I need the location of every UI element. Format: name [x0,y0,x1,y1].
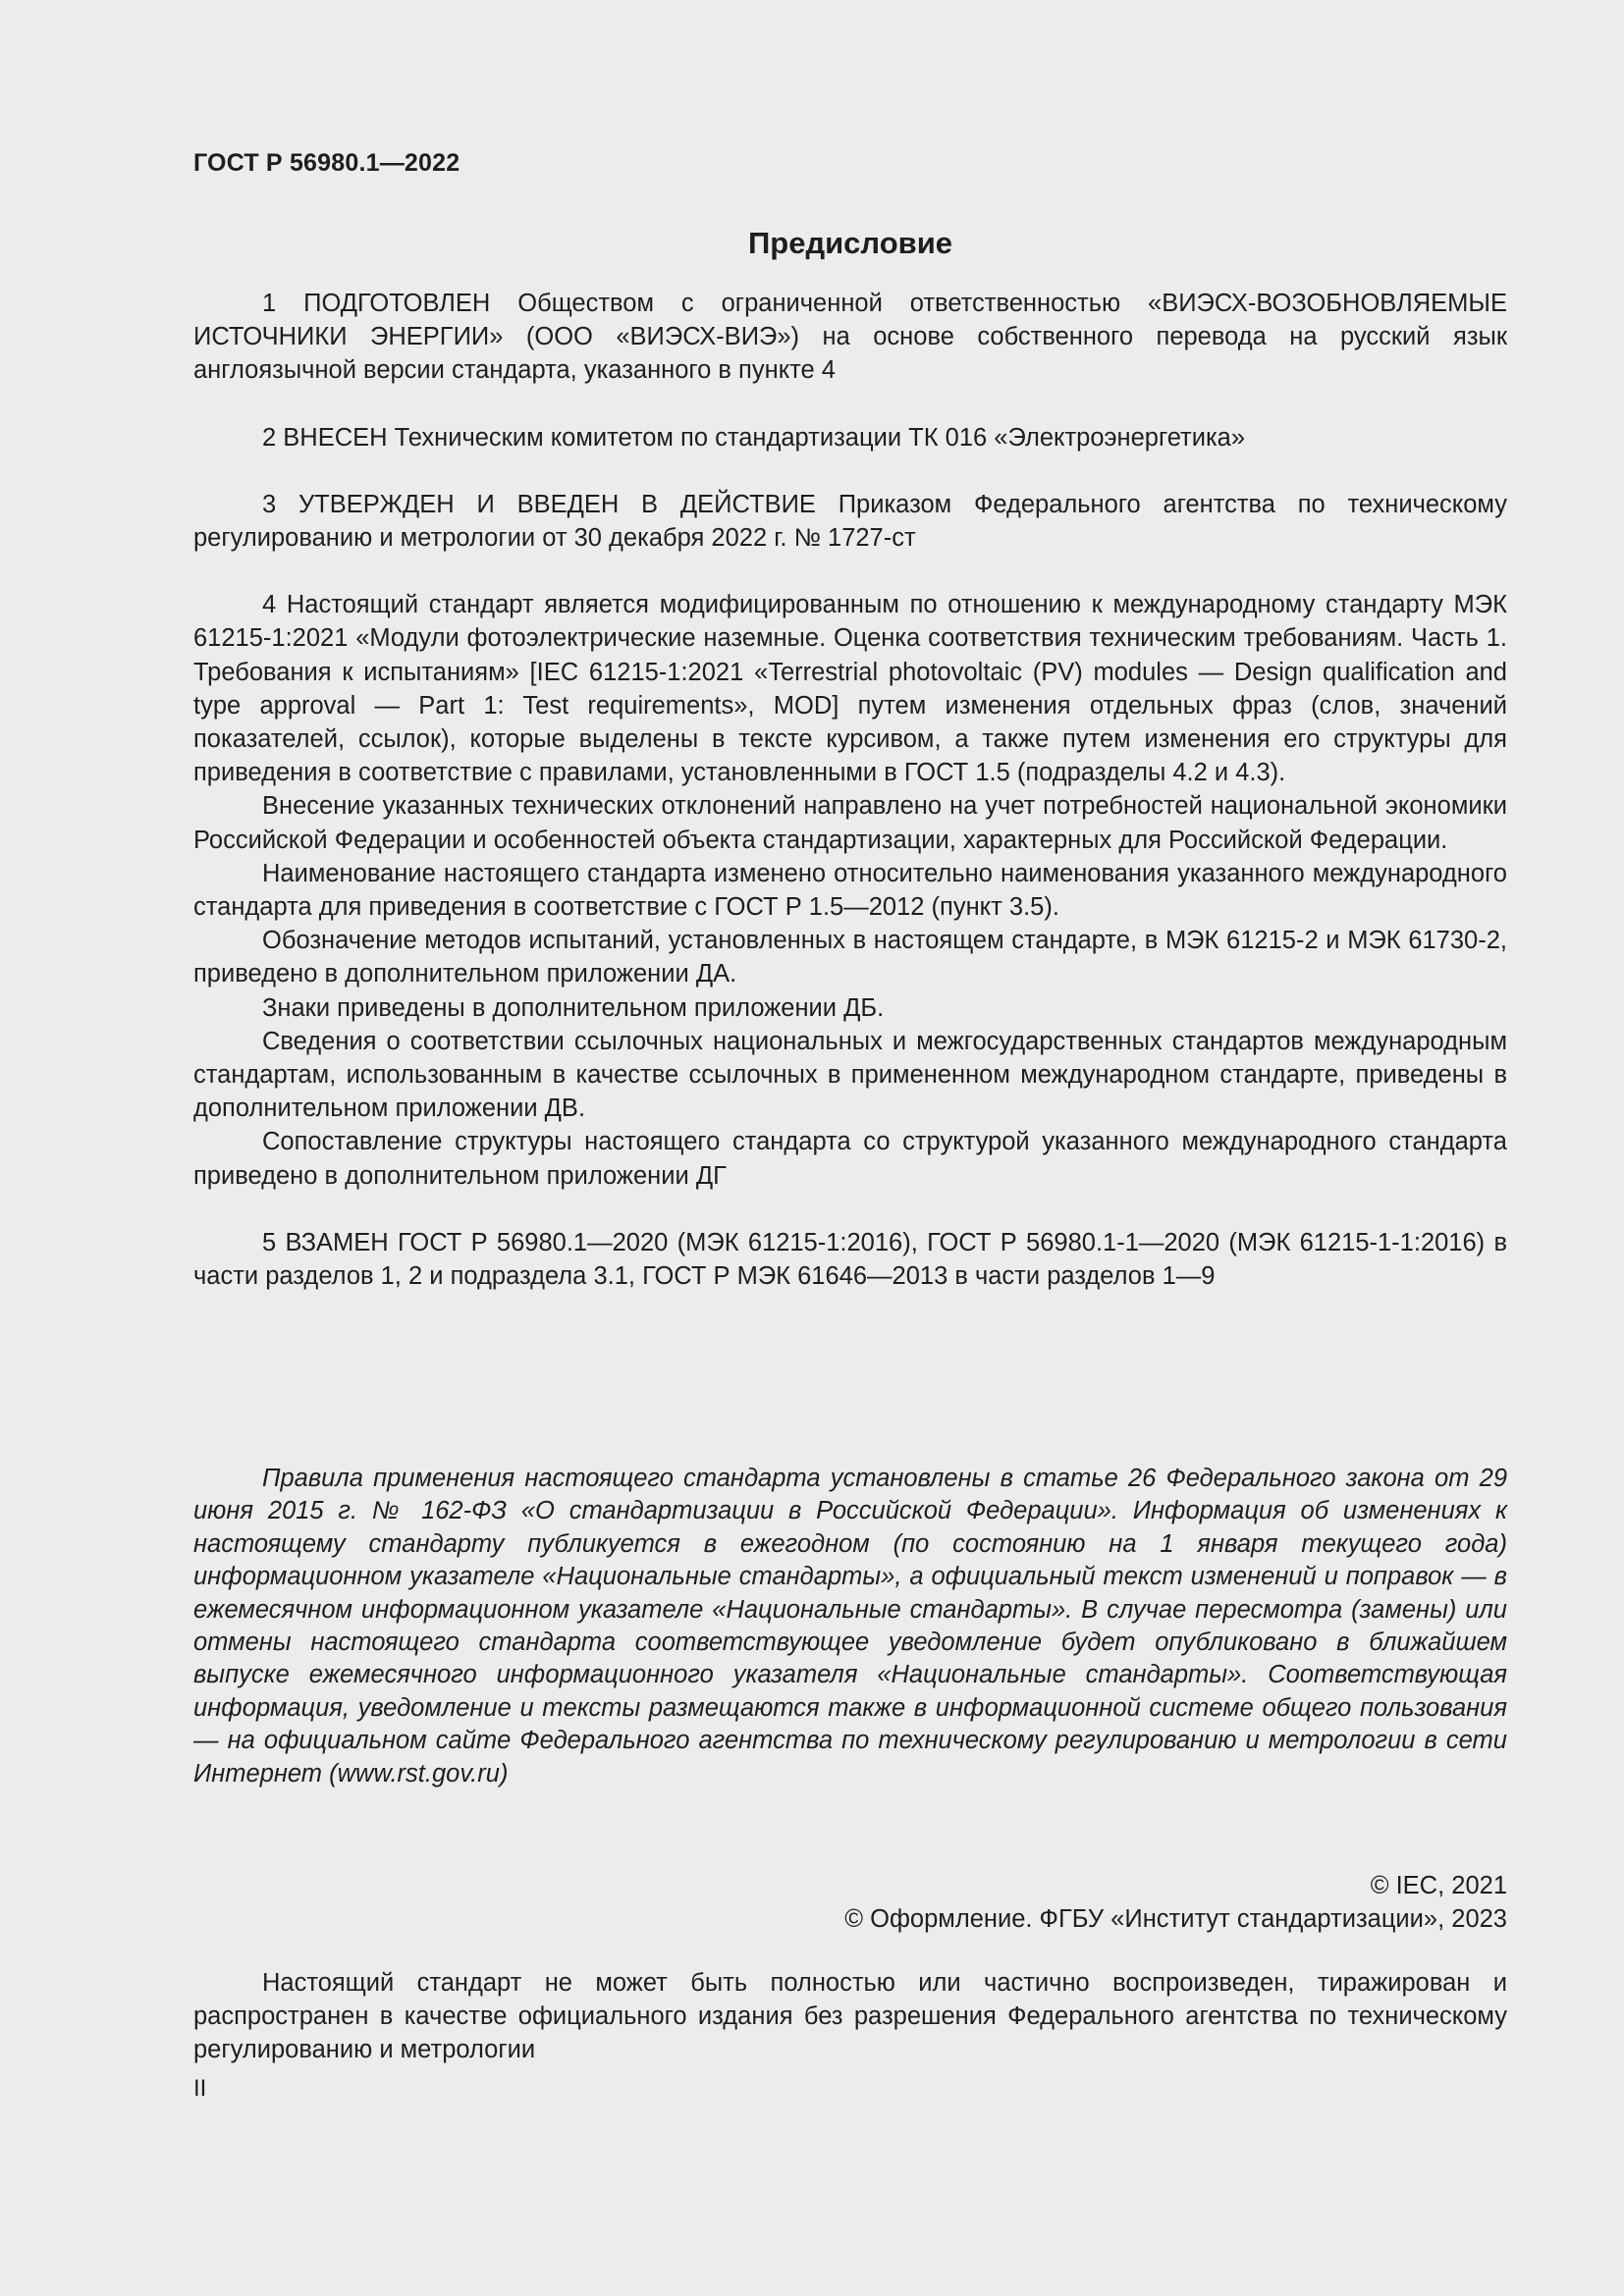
preface-item-2: 2 ВНЕСЕН Техническим комитетом по стандартизации ТК 016 «Электроэнергетика» [262,423,1246,452]
preface-item-4-name-change: Наименование настоящего стандарта изменено относительно наименования указанного международного стандарта для приведения в соответствие с ГОСТ Р 1.5—2012 (пункт 3.5). [193,859,1507,922]
reproduction-notice [193,1966,1507,2066]
document-code: ГОСТ Р 56980.1—2022 [193,149,460,177]
preface-item-4-structure: Сопоставление структуры настоящего стандарта со структурой указанного международного стандарта приведено в дополнительном приложении ДГ [193,1128,1507,1190]
preface-item-4-references: Сведения о соответствии ссылочных национальных и межгосударственных стандартов международным стандартам, использованным в качестве ссылочных в примененном международном стандарте, приведены в дополнительном приложении ДВ. [193,1027,1507,1123]
page-number: II [193,2075,207,2102]
notice-text: Правила применения настоящего стандарта установлены в статье 26 Федерального закона от 29 июня 2015 г. № 162-ФЗ «О стандартизации в Российской Федерации». Информация об изменениях к настоящему стандарту публикуется в ежегодном (по состоянию на 1 января текущего года) информационном указателе «Национальные стандарты», а официальный текст изменений и поправок — в ежемесячном информационном указателе «Национальные стандарты». В случае пересмотра (замены) или отмены настоящего стандарта соответствующее уведомление будет опубликовано в ближайшем выпуске ежемесячного информационного указателя «Национальные стандарты». Соответствующая информация, уведомление и тексты размещаются также в информационной системе общего пользования — на официальном сайте Федерального агентства по техническому регулированию и метрологии в сети Интернет (www.rst.gov.ru) [193,1465,1507,1788]
preface-item-4-test-methods: Обозначение методов испытаний, установленных в настоящем стандарте, в МЭК 61215-2 и МЭК 61730-2, приведено в дополнительном приложении ДА. [193,927,1507,988]
section-title: Предисловие [747,226,952,260]
preface-item-4-signs: Знаки приведены в дополнительном приложении ДБ. [262,993,885,1022]
copyright-block [193,1869,1507,1936]
copyright-design: © Оформление. ФГБУ «Институт стандартизации», 2023 [844,1905,1507,1933]
preface-item-3: 3 УТВЕРЖДЕН И ВВЕДЕН В ДЕЙСТВИЕ Приказом Федерального агентства по техническому регулированию и метрологии от 30 декабря 2022 г. № 1727-ст [193,490,1507,553]
copyright-iec: © IEC, 2021 [1370,1872,1507,1899]
preface-content [193,287,1507,1293]
application-rules-notice [193,1463,1507,1790]
preface-item-4: 4 Настоящий стандарт является модифицированным по отношению к международному стандарту МЭК 61215-1:2021 «Модули фотоэлектрические наземные. Оценка соответствия техническим требованиям. Часть 1. Требования к испытаниям» [IEC 61215-1:2021 «Terrestrial photovoltaic (PV) modules — Design qualification and type approval — Part 1: Test requirements», MOD] путем изменения отдельных фраз (слов, значений показателей, ссылок), которые выделены в тексте курсивом, а также путем изменения его структуры для приведения в соответствие с правилами, установленными в ГОСТ 1.5 (подразделы 4.2 и 4.3). [193,591,1507,787]
preface-item-1: 1 ПОДГОТОВЛЕН Обществом с ограниченной ответственностью «ВИЭСХ-ВОЗОБНОВЛЯЕМЫЕ ИСТОЧНИКИ ЭНЕРГИИ» (ООО «ВИЭСХ-ВИЭ») на основе собственного перевода на русский язык англоязычной версии стандарта, указанного в пункте 4 [193,290,1507,385]
preface-item-4-deviations: Внесение указанных технических отклонений направлено на учет потребностей национальной экономики Российской Федерации и особенностей объекта стандартизации, характерных для Российской Федерации. [193,792,1507,854]
preface-item-5: 5 ВЗАМЕН ГОСТ Р 56980.1—2020 (МЭК 61215-1:2016), ГОСТ Р 56980.1-1—2020 (МЭК 61215-1-1:2016) в части разделов 1, 2 и подраздела 3.1, ГОСТ Р МЭК 61646—2013 в части разделов 1—9 [193,1228,1507,1291]
reproduction-text: Настоящий стандарт не может быть полностью или частично воспроизведен, тиражирован и распространен в качестве официального издания без разрешения Федерального агентства по техническому регулированию и метрологии [193,1969,1507,2063]
